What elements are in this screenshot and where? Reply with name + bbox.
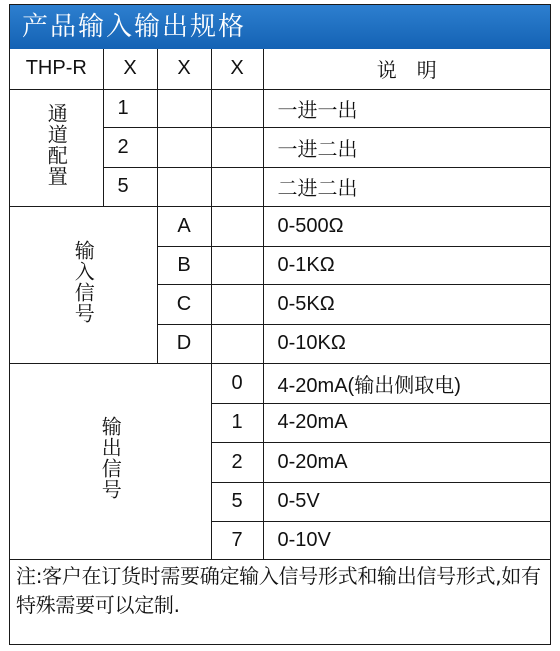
input-desc: 0-1KΩ: [263, 246, 550, 284]
channel-desc: 一进二出: [263, 127, 550, 167]
output-code: 0: [211, 363, 263, 403]
input-label: 输入信号: [71, 239, 96, 324]
empty-cell: [211, 89, 263, 127]
channel-code: 2: [103, 127, 157, 167]
channel-code: 1: [103, 89, 157, 127]
table-row: [10, 206, 550, 246]
empty-cell: [211, 246, 263, 284]
output-desc: 0-5V: [263, 482, 550, 521]
channel-label: 通道配置: [44, 102, 69, 187]
output-label: 输出信号: [98, 416, 123, 500]
empty-cell: [157, 127, 211, 167]
output-desc: 0-10V: [263, 521, 550, 559]
input-code: D: [157, 324, 211, 363]
x-cell-3: X: [211, 49, 263, 89]
channel-desc: 二进二出: [263, 167, 550, 206]
channel-code: 5: [103, 167, 157, 206]
empty-cell: [157, 89, 211, 127]
table-title: 产品输入输出规格: [10, 5, 550, 49]
header-row: [10, 49, 550, 89]
empty-cell: [211, 127, 263, 167]
input-code: C: [157, 284, 211, 324]
output-group-label: [10, 363, 211, 559]
empty-cell: [211, 324, 263, 363]
channel-desc: 一进一出: [263, 89, 550, 127]
empty-cell: [211, 284, 263, 324]
channel-group-label: [10, 89, 103, 206]
description-header: 说 明: [263, 49, 550, 89]
spec-table: [10, 49, 550, 618]
x-cell-1: X: [103, 49, 157, 89]
input-group-label: [10, 206, 157, 363]
x-cell-2: X: [157, 49, 211, 89]
output-desc: 4-20mA: [263, 403, 550, 442]
table-row: [10, 89, 550, 127]
output-code: 1: [211, 403, 263, 442]
empty-cell: [211, 167, 263, 206]
output-desc: 4-20mA(输出侧取电): [263, 363, 550, 403]
output-code: 7: [211, 521, 263, 559]
input-desc: 0-5KΩ: [263, 284, 550, 324]
table-row: [10, 363, 550, 403]
input-code: B: [157, 246, 211, 284]
output-code: 5: [211, 482, 263, 521]
empty-cell: [157, 167, 211, 206]
model-cell: THP-R: [10, 49, 103, 89]
output-desc: 0-20mA: [263, 442, 550, 482]
order-note: 注:客户在订货时需要确定输入信号形式和输出信号形式,如有特殊需要可以定制.: [10, 559, 550, 618]
spec-table-frame: [9, 4, 551, 645]
input-desc: 0-10KΩ: [263, 324, 550, 363]
note-row: [10, 559, 550, 618]
input-desc: 0-500Ω: [263, 206, 550, 246]
output-code: 2: [211, 442, 263, 482]
input-code: A: [157, 206, 211, 246]
empty-cell: [211, 206, 263, 246]
